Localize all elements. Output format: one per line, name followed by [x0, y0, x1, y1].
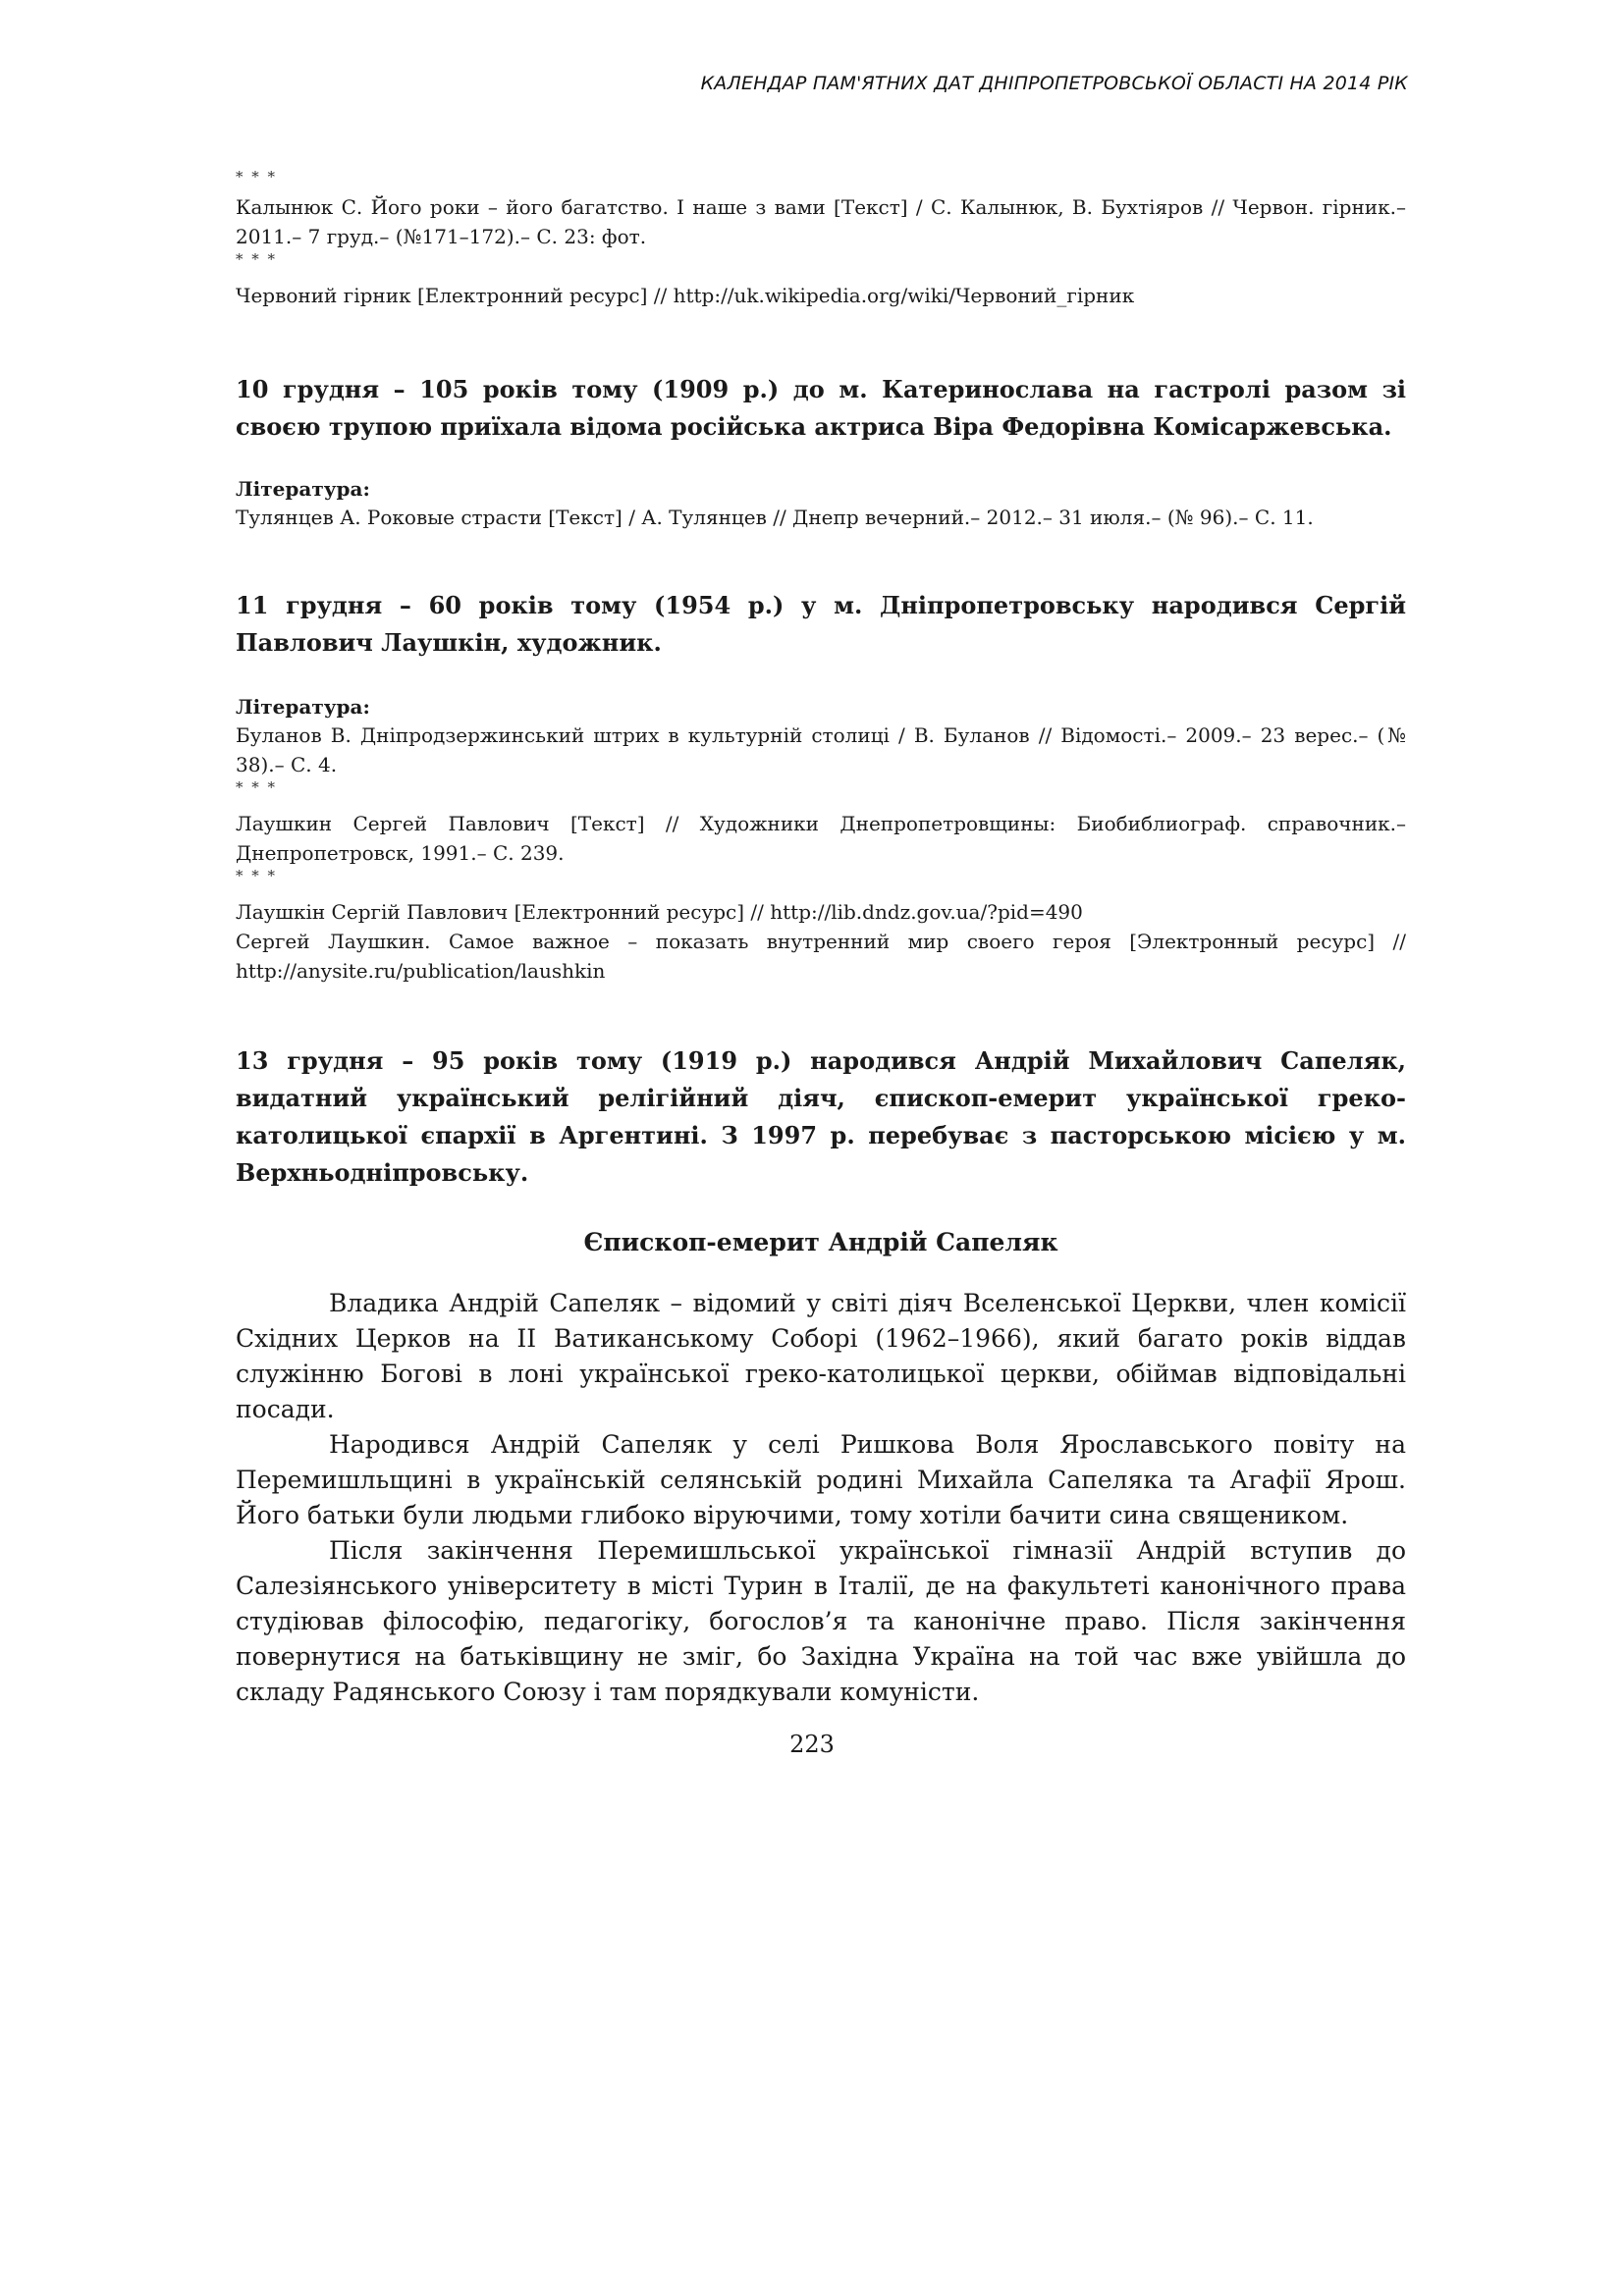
separator: * * *: [236, 778, 278, 796]
reference: Лаушкін Сергій Павлович [Електронний ресурс] // http://lib.dndz.gov.ua/?pid=490: [236, 900, 1083, 924]
literature-label: Література:: [236, 695, 370, 719]
body-paragraph: Народився Андрій Сапеляк у селі Ришкова Воля Ярославського повіту на Перемишльщині в українській селянській родині Михайла Сапеляка та Агафії Ярош. Його батьки були людьми глибоко віруючими, тому хотіли бачити сина священиком.: [236, 1430, 1406, 1529]
reference: Буланов В. Дніпродзержинський штрих в культурній столиці / В. Буланов // Відомості.– 2009.– 23 верес.– (№ 38).– С. 4.: [236, 723, 1406, 776]
separator: * * *: [236, 168, 278, 186]
separator: * * *: [236, 867, 278, 884]
reference: Лаушкин Сергей Павлович [Текст] // Художники Днепропетровщины: Биобиблиограф. справочник.– Днепропетровск, 1991.– С. 239.: [236, 812, 1406, 865]
section-title: Єпископ-емерит Андрій Сапеляк: [583, 1228, 1058, 1256]
page-number: 223: [789, 1731, 835, 1758]
page-content: [236, 169, 1406, 1710]
reference: Сергей Лаушкин. Самое важное – показать внутренний мир своего героя [Электронный ресурс] // http://anysite.ru/publication/laushkin: [236, 930, 1406, 983]
reference: Червоний гірник [Електронний ресурс] // http://uk.wikipedia.org/wiki/Червоний_гірник: [236, 284, 1135, 307]
reference: Тулянцев А. Роковые страсти [Текст] / А. Тулянцев // Днепр вечерний.– 2012.– 31 июля.– (№ 96).– С. 11.: [236, 506, 1314, 529]
event-heading: 13 грудня – 95 років тому (1919 р.) народився Андрій Михайлович Сапеляк, видатний український релігійний діяч, єпископ-емерит української греко-католицької єпархії в Аргентині. З 1997 р. перебуває з пасторською місією у м. Верхньодніпровську.: [236, 1046, 1406, 1187]
body-paragraph: Після закінчення Перемишльської української гімназії Андрій вступив до Салезіянського університету в місті Турин в Італії, де на факультеті канонічного права студіював філософію, педагогіку, богослов’я та канонічне право. Після закінчення повернутися на батьківщину не зміг, бо Західна Україна на той час вже увійшла до складу Радянського Союзу і там порядкували комуністи.: [236, 1536, 1406, 1706]
body-paragraph: Владика Андрій Сапеляк – відомий у світі діяч Вселенської Церкви, член комісії Східних Церков на ІІ Ватиканському Соборі (1962–1966), який багато років віддав служінню Богові в лоні української греко-католицької церкви, обіймав відповідальні посади.: [236, 1289, 1406, 1423]
event-heading: 10 грудня – 105 років тому (1909 р.) до м. Катеринослава на гастролі разом зі своєю трупою приїхала відома російська актриса Віра Федорівна Комісаржевська.: [236, 375, 1406, 441]
event-heading: 11 грудня – 60 років тому (1954 р.) у м. Дніпропетровську народився Сергій Павлович Лаушкін, художник.: [236, 591, 1406, 657]
running-header: КАЛЕНДАР ПАМ'ЯТНИХ ДАТ ДНІПРОПЕТРОВСЬКОЇ ОБЛАСТІ НА 2014 РІК: [700, 73, 1408, 94]
literature-label: Література:: [236, 477, 370, 501]
reference: Калынюк С. Його роки – його багатство. І наше з вами [Текст] / С. Калынюк, В. Бухтіяров // Червон. гірник.– 2011.– 7 груд.– (№171–172).– С. 23: фот.: [236, 195, 1406, 248]
separator: * * *: [236, 250, 278, 268]
